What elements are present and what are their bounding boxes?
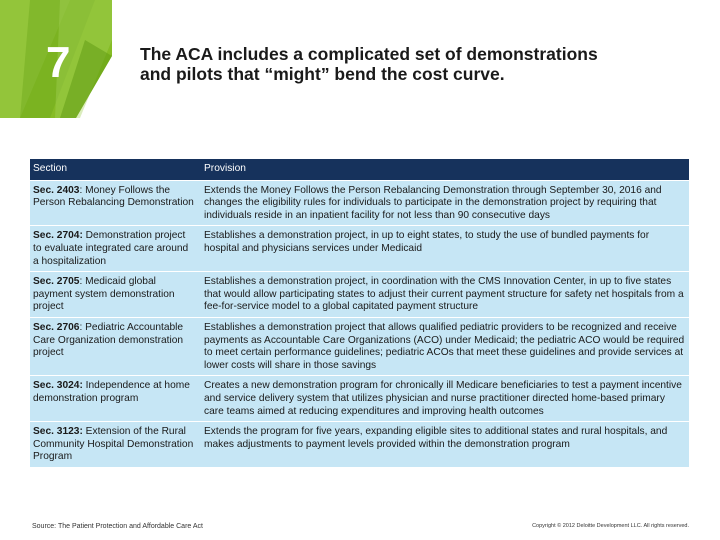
section-number: Sec. 2706 (33, 321, 80, 333)
section-number: Sec. 2705 (33, 276, 80, 288)
table-header-row (30, 159, 689, 180)
section-description: Demonstration project to evaluate integrated care around a hospitalization (33, 230, 189, 267)
copyright-note: Copyright © 2012 Deloitte Development LLC. All rights reserved. (532, 523, 689, 529)
provision-cell: Establishes a demonstration project, in up to eight states, to study the use of bundled payments for hospital and physicians services under Medicaid (201, 226, 689, 271)
slide-number: 7 (46, 38, 71, 87)
provisions-table (30, 158, 689, 468)
section-cell (30, 422, 201, 467)
provision-cell: Establishes a demonstration project that allows qualified pediatric providers to be recognized and receive payments as Accountable Care Organizations (ACO) under Medicaid; the pediatric ACO would be required to meet certain performance guidelines; pediatric ACOs that meet these guidelines and provide services at lower costs will share in those savings (201, 318, 689, 375)
slide-title-line-2: and pilots that “might” bend the cost curve. (140, 64, 505, 84)
table-row (30, 422, 689, 467)
section-number: Sec. 3024: (33, 380, 83, 392)
section-cell (30, 272, 201, 317)
provision-cell: Creates a new demonstration program for chronically ill Medicare beneficiaries to test a payment incentive and service delivery system that utilizes physician and nurse practitioner directed home-based primary care teams aimed at reducing expenditures and improving health outcomes (201, 376, 689, 421)
section-cell (30, 318, 201, 375)
slide-number-badge (0, 0, 112, 118)
source-note: Source: The Patient Protection and Affordable Care Act (32, 523, 203, 530)
slide-title-line-1: The ACA includes a complicated set of demonstrations (140, 44, 598, 64)
provision-cell: Extends the Money Follows the Person Rebalancing Demonstration through September 30, 2016 and changes the eligibility rules for individuals to participate in the demonstration project by requiring that individuals reside in an inpatient facility for not less than 90 consecutive days (201, 181, 689, 226)
section-number: Sec. 2704: (33, 230, 83, 242)
provision-cell: Extends the program for five years, expanding eligible sites to additional states and rural hospitals, and makes adjustments to payment levels provided within the demonstration program (201, 422, 689, 467)
header-provision: Provision (201, 159, 689, 180)
section-cell (30, 181, 201, 226)
table-row (30, 272, 689, 317)
section-description: Extension of the Rural Community Hospital Demonstration Program (33, 426, 194, 463)
section-cell (30, 376, 201, 421)
section-cell (30, 226, 201, 271)
slide-title (140, 44, 700, 84)
section-description: : Medicaid global payment system demonstration project (33, 276, 175, 313)
section-description: : Money Follows the Person Rebalancing Demonstration (33, 184, 194, 209)
section-description: Independence at home demonstration program (33, 380, 190, 404)
section-number: Sec. 3123: (33, 426, 83, 438)
section-description: : Pediatric Accountable Care Organization demonstration project (33, 321, 184, 359)
table-row (30, 181, 689, 226)
provision-cell: Establishes a demonstration project, in coordination with the CMS Innovation Center, in up to five states that would allow participating states to adjust their current payment structure for safety net hospitals from a fee-for-service model to a global capitated payment structure (201, 272, 689, 317)
table-row (30, 376, 689, 421)
table-row (30, 318, 689, 375)
table-row (30, 226, 689, 271)
section-number: Sec. 2403 (33, 184, 80, 196)
header-section: Section (30, 159, 201, 180)
